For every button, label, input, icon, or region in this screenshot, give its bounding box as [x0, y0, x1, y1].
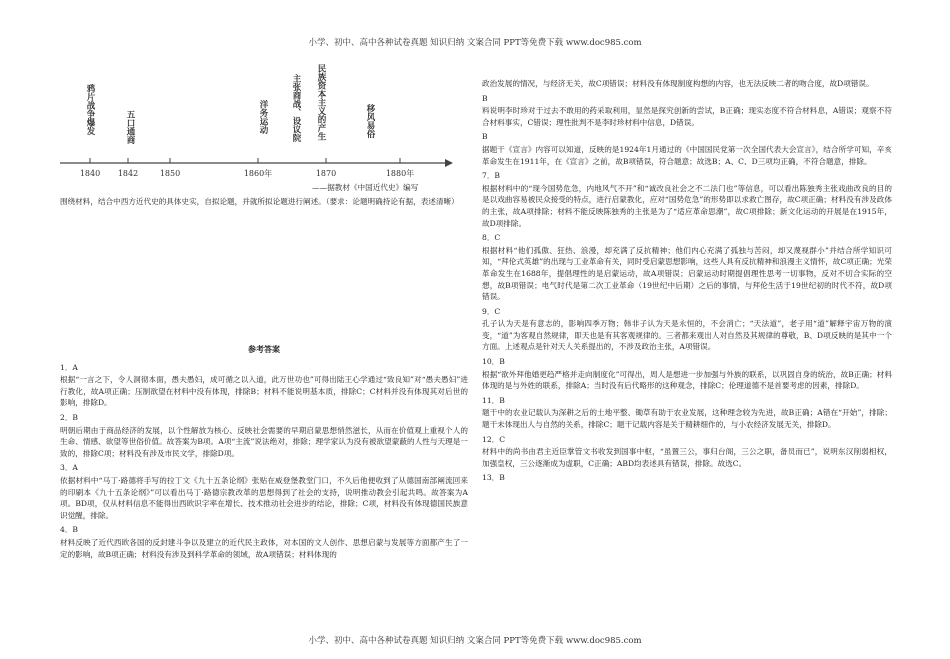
answer-number: 3．A [60, 463, 78, 473]
answer-explanation: 孔子认为天是有意志的，影响四季万物；韩非子认为天是永恒的，不会消亡；“天法道”，老子用“道”解释宇宙万物的演变，“道”为客观自然规律，即天也是有其客观规律的。三者都来观出人对自然及其规律的尊敬，B、D项反映的是其中一个方面。上述观点是针对天人关系提出的，不涉及政治主张，A项错误。 [482, 319, 892, 352]
timeline-event-label: 洋务运动 [258, 100, 268, 134]
answers-right-column [482, 78, 892, 485]
answer-explanation: 材料反映了近代西欧各国的反封建斗争以及建立的近代民主政体，对本国的文人创作、思想启蒙与发展等方面都产生了一定的影响，故B项正确；材料没有涉及到科学革命的领域，故A项错误；材料体现的 [60, 537, 468, 559]
answer-number: 9．C [482, 306, 501, 316]
timeline-year-label: 1850 [159, 169, 181, 178]
answer-number: 2．B [60, 412, 79, 422]
answer-explanation: 根据“欲外拜他婚更趋严格并走向制度化”可得出，周人是想进一步加强与外族的联系，以巩固自身的统治，故B正确；材料体现的是与外姓的联系，排除A；当时没有后代略形的这种观念，排除C；伦理道德不是首要考虑的因素，排除D。 [482, 369, 892, 391]
timeline-arrow [445, 159, 453, 167]
answer-number: 11．B [482, 395, 505, 405]
timeline-event-label: 鸦片战争爆发 [85, 84, 95, 135]
timeline-event-label: 民族资本主义的产生 [316, 64, 326, 141]
figure-caption: ——据教材《中国近代史》编写 [312, 183, 419, 192]
timeline-figure [60, 64, 450, 178]
timeline-event-label: 五口通商 [125, 110, 135, 144]
timeline-svg [60, 64, 450, 178]
answer-explanation: 据题干《宣言》内容可以知道，反映的是1924年1月通过的《中国国民党第一次全国代表大会宣言》，结合所学可知，辛亥革命发生在1911年，在《宣言》之前，故B项错误，符合题意；故选B；A、C、D三项均正确，不符合题意，排除。 [482, 144, 892, 166]
answer-number: 12．C [482, 434, 506, 444]
answer-explanation: 材料中的尚书由君主近臣掌管文书收发到国事中枢，“虽置三公，事归台阁，三公之职，备员而已”，说明东汉削弱相权，加强皇权，三公逐渐成为虚职，C正确；ABD均表述具有错误，排除。故选C。 [482, 447, 892, 468]
answer-explanation: 根据材料中的“现今国势危急，内地风气不开”和“诚改良社会之不二法门也”等信息，可以看出陈独秀主张戏曲改良的目的是以戏曲容易被民众接受的特点，进行启蒙教化，应对“国势危急”的形势即以求救亡图存，故C项正确；材料没有涉及政体的主张，故A项排除；材料不能反映陈独秀的主张是为了“适应革命思潮”，故C项排除；新文化运动的开展是在1915年，故D项排除。 [482, 183, 892, 228]
answer-number: 4．B [60, 525, 79, 535]
answer-number: 13．B [482, 473, 505, 483]
timeline-year-label: 1870 [315, 169, 337, 178]
timeline-year-label: 1840 [79, 169, 101, 178]
timeline-year-label: 1860年 [243, 169, 273, 178]
page-header: 小学、初中、高中各种试卷真题 知识归纳 文案合同 PPT等免费下载 www.doc985.com [308, 38, 642, 48]
answer-explanation: 根据“一言之下，令人洞彻本面，愚夫愚妇，成可循之以入道，此万世功也”可得出陆王心学通过“致良知”对“愚夫愚妇”进行教化，故A项正确；压制欲望在材料中没有体现，排除B；材料不能说明基本质，排除C；C材料并没有体现其对后世的影响，排除D。 [60, 375, 468, 408]
answer-number: B [482, 132, 488, 142]
answer-number: 10．B [482, 357, 505, 367]
answer-number: 8．C [482, 233, 501, 243]
timeline-year-label: 1842 [117, 169, 139, 178]
answer-explanation: 政治发展的情况，与经济无关，故C项错误；材料没有体现制度构想的内容，也无法反映二者的吻合度，故D项错误。 [482, 79, 874, 88]
answer-explanation: 题干中的农业记载认为深耕之后的土地平整、锄草有助于农业发展，这种理念较为先进，故B正确；A错在“开始”，排除；题干未体现出人与自然的关系，排除C；题干记载内容是关于精耕细作的，与小农经济发展无关，排除D。 [482, 408, 892, 430]
timeline-event-label: 移风易俗 [365, 104, 375, 138]
page-footer: 小学、初中、高中各种试卷真题 知识归纳 文案合同 PPT等免费下载 www.doc985.com [308, 636, 642, 646]
timeline-year-label: 1880年 [385, 169, 415, 178]
answer-explanation: 依据材料中“马丁·路德将手写的拉丁文《九十五条论纲》张贴在威登堡教堂门口，不久后他便收到了从德国南部阐流回来的印刷本《九十五条论纲》”可以看出马丁·路德宗教改革的思想得到了社会的支持，说明推动教会引起共鸣。故答案为A项。BD项，仅从材料信息不能得出西欧识字率在增长、技术推动社会进步的结论，排除；C项，材料没有体现德国民族意识觉醒，排除。 [60, 475, 468, 520]
answer-number: 7．B [482, 171, 501, 181]
answer-number: 1．A [60, 362, 78, 372]
answer-explanation: 料说明李时珍对于过去不敢用的药采取利用，显然是探究创新的尝试，B正确；现实态度不符合材料息，A错误；观察不符合材料事实，C错误；理性批判不是李时珍材料中信息，D错误。 [482, 106, 892, 127]
answer-number: B [482, 93, 488, 103]
question-task [60, 196, 468, 211]
answer-explanation: 根据材料“他们孤傲、狂热、浪漫，却充满了反抗精神；他们内心充满了孤独与苦闷，却又蔑视群小”并结合所学知识可知，“拜伦式英雄”的出现与工业革命有关，同时受启蒙思想影响，这些人具有反抗精神和浪漫主义情怀，故C项正确；光荣革命发生在1688年，提倡理性的是启蒙运动，故A项错误；启蒙运动时期提倡理性思考一切事物，反对不切合实际的空想，故B项错误；电气时代是第二次工业革命（19世纪中后期）之后的事情，与拜伦生活于19世纪初的时代不符，故D项错误。 [482, 245, 892, 302]
answers-left-column [60, 344, 468, 563]
answer-explanation: 明朝后期由于商品经济的发展，以个性解放为核心、反映社会需要的早期启蒙思想悄然滋长，从而在价值观上重视个人的生命、情感、欲望等世俗价值。故答案为B项。A项“主流”说法绝对，排除；理学家认为没有被欲望蒙蔽的人性与天理是一致的，排除C项；材料没有涉及市民文学，排除D项。 [60, 425, 468, 458]
timeline-event-label: 主张商战、设议院 [291, 74, 301, 142]
answers-title: 参考答案 [248, 344, 280, 354]
task-text: 围绕材料，结合中西方近代史的具体史实，自拟论题，并就所拟论题进行阐述。（要求：论题明确持论有据，表述清晰） [60, 197, 459, 206]
